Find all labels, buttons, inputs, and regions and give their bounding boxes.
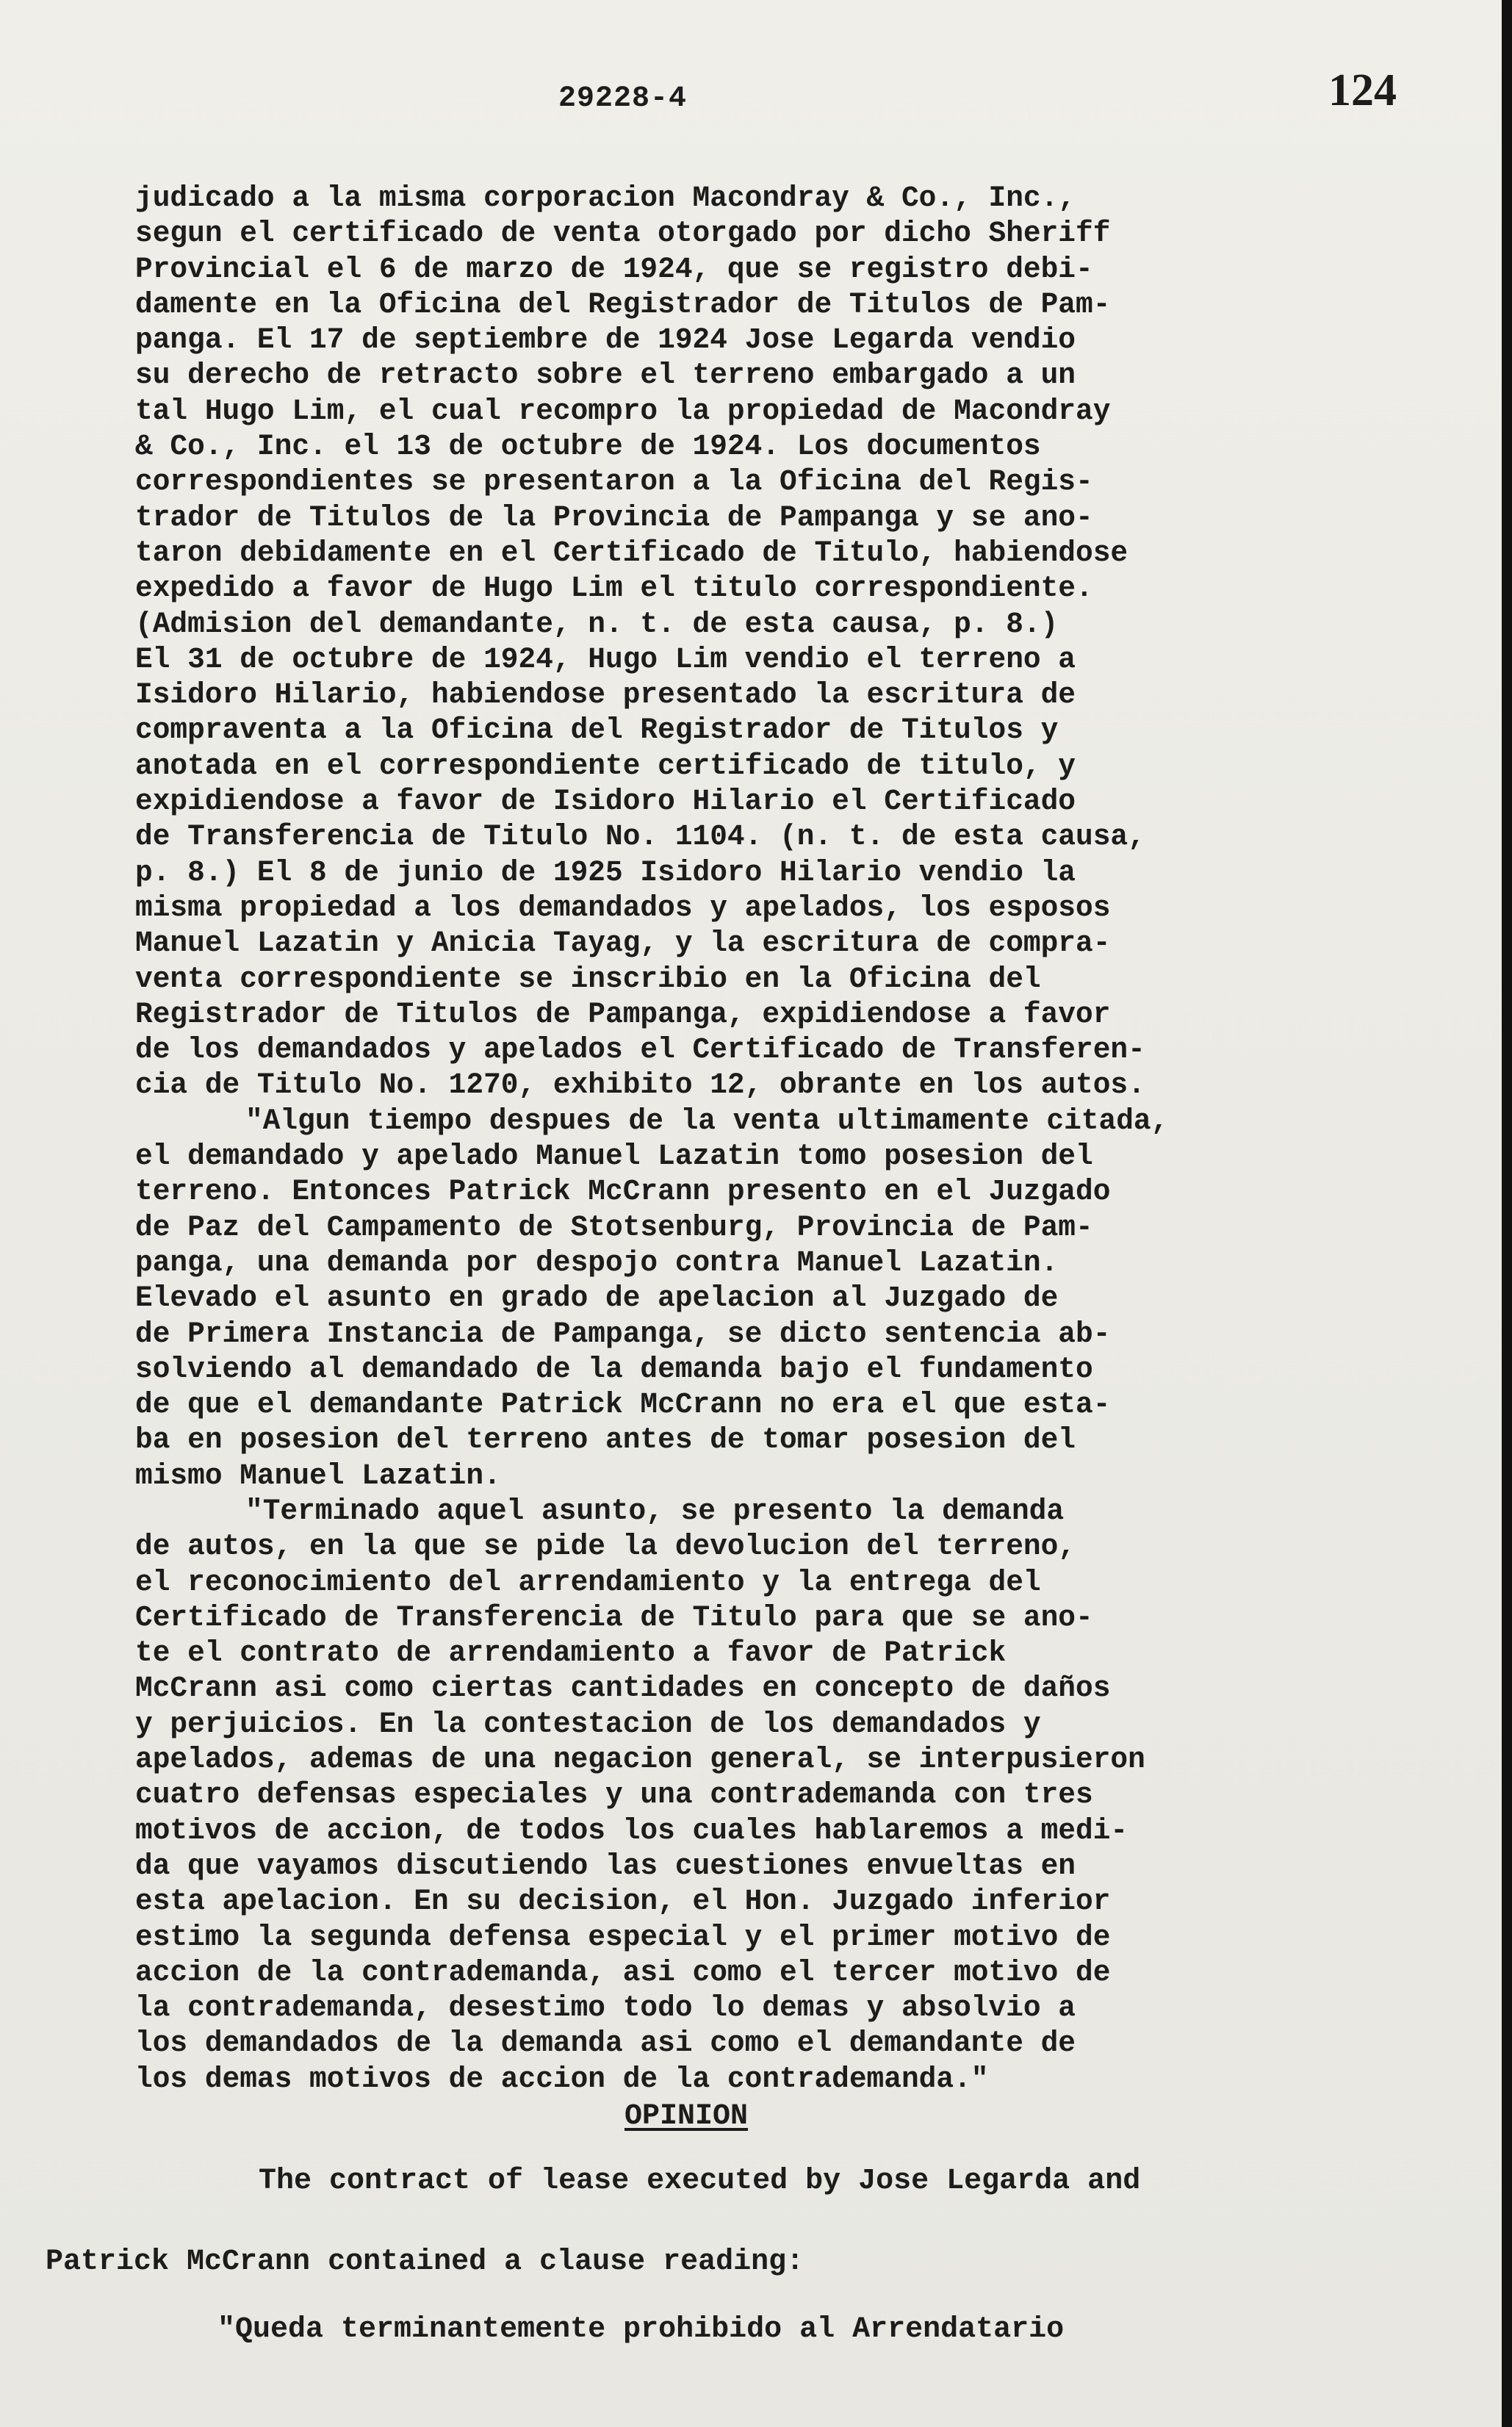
body-line: de los demandados y apelados el Certificado de Transferen- [135,1033,1145,1067]
body-line: damente en la Oficina del Registrador de Titulos de Pam- [135,287,1111,321]
body-line: apelados, ademas de una negacion general, se interpusieron [135,1743,1145,1777]
body-line: el reconocimiento del arrendamiento y la entrega del [135,1565,1041,1599]
body-line: McCrann asi como ciertas cantidades en concepto de daños [135,1672,1111,1705]
body-line: y perjuicios. En la contestacion de los demandados y [135,1707,1041,1741]
body-line: expedido a favor de Hugo Lim el titulo correspondiente. [135,572,1093,605]
opinion-paragraph-line-1: The contract of lease executed by Jose Legarda and [259,2165,1141,2198]
body-line: "Algun tiempo despues de la venta ultimamente citada, [245,1104,1169,1137]
document-number: 29228-4 [558,82,688,115]
body-line: panga, una demanda por despojo contra Manuel Lazatin. [135,1245,1059,1279]
body-line: mismo Manuel Lazatin. [135,1459,501,1492]
body-line: panga. El 17 de septiembre de 1924 Jose Legarda vendio [135,323,1076,357]
body-line: Certificado de Transferencia de Titulo para que se ano- [135,1600,1093,1634]
page-number: 124 [1328,65,1397,115]
body-line: El 31 de octubre de 1924, Hugo Lim vendio el terreno a [135,642,1076,676]
body-line: los demas motivos de accion de la contrademanda." [135,2062,989,2096]
body-line: su derecho de retracto sobre el terreno embargado a un [135,359,1076,392]
body-line: Provincial el 6 de marzo de 1924, que se registro debi- [135,252,1093,286]
body-line: estimo la segunda defensa especial y el primer motivo de [135,1920,1111,1954]
body-line: & Co., Inc. el 13 de octubre de 1924. Los documentos [135,430,1041,464]
body-line: taron debidamente en el Certificado de Titulo, habiendose [135,536,1128,569]
body-line: accion de la contrademanda, asi como el tercer motivo de [135,1955,1111,1989]
body-line: compraventa a la Oficina del Registrador de Titulos y [135,713,1059,747]
opinion-heading: OPINION [624,2100,749,2133]
body-line: anotada en el correspondiente certificado de titulo, y [135,749,1076,783]
body-line: judicado a la misma corporacion Macondray & Co., Inc., [135,181,1076,215]
body-line: (Admision del demandante, n. t. de esta causa, p. 8.) [135,607,1059,641]
scan-edge-border [1502,0,1512,2427]
body-line: solviendo al demandado de la demanda bajo el fundamento [135,1352,1093,1386]
body-line: Isidoro Hilario, habiendose presentado la escritura de [135,678,1076,712]
body-line: de Primera Instancia de Pampanga, se dicto sentencia ab- [135,1317,1111,1351]
body-line: terreno. Entonces Patrick McCrann presento en el Juzgado [135,1175,1111,1209]
body-line: de que el demandante Patrick McCrann no era el que esta- [135,1388,1111,1422]
body-line: Elevado el asunto en grado de apelacion al Juzgado de [135,1281,1059,1315]
body-line: expidiendose a favor de Isidoro Hilario el Certificado [135,785,1076,819]
body-line: p. 8.) El 8 de junio de 1925 Isidoro Hilario vendio la [135,855,1076,889]
body-line: los demandados de la demanda asi como el demandante de [135,2027,1076,2060]
body-line: cuatro defensas especiales y una contrademanda con tres [135,1778,1093,1812]
body-line: de Paz del Campamento de Stotsenburg, Provincia de Pam- [135,1210,1093,1244]
body-line: tal Hugo Lim, el cual recompro la propiedad de Macondray [135,394,1111,428]
body-line: te el contrato de arrendamiento a favor de Patrick [135,1636,1007,1670]
body-line: la contrademanda, desestimo todo lo demas y absolvio a [135,1991,1076,2025]
body-line: cia de Titulo No. 1270, exhibito 12, obrante en los autos. [135,1068,1145,1102]
body-line: ba en posesion del terreno antes de tomar posesion del [135,1423,1076,1457]
body-line: el demandado y apelado Manuel Lazatin tomo posesion del [135,1140,1093,1173]
body-line: segun el certificado de venta otorgado por dicho Sheriff [135,217,1111,251]
body-line: Registrador de Titulos de Pampanga, expidiendose a favor [135,997,1111,1031]
body-line: motivos de accion, de todos los cuales hablaremos a medi- [135,1813,1128,1847]
body-line: venta correspondiente se inscribio en la Oficina del [135,962,1041,996]
opinion-paragraph-line-2: Patrick McCrann contained a clause reading: [46,2246,804,2279]
body-line: da que vayamos discutiendo las cuestiones envueltas en [135,1849,1076,1883]
body-line: de autos, en la que se pide la devolucion del terreno, [135,1530,1076,1564]
body-line: Manuel Lazatin y Anicia Tayag, y la escritura de compra- [135,927,1111,960]
opinion-quote-line: "Queda terminantemente prohibido al Arrendatario [217,2313,1065,2346]
body-line: de Transferencia de Titulo No. 1104. (n. t. de esta causa, [135,820,1145,854]
body-line: misma propiedad a los demandados y apelados, los esposos [135,891,1111,924]
body-line: esta apelacion. En su decision, el Hon. Juzgado inferior [135,1885,1111,1919]
body-line: correspondientes se presentaron a la Oficina del Regis- [135,465,1093,499]
body-line: "Terminado aquel asunto, se presento la demanda [245,1494,1065,1528]
body-text [135,181,1377,2097]
body-line: trador de Titulos de la Provincia de Pampanga y se ano- [135,500,1093,534]
